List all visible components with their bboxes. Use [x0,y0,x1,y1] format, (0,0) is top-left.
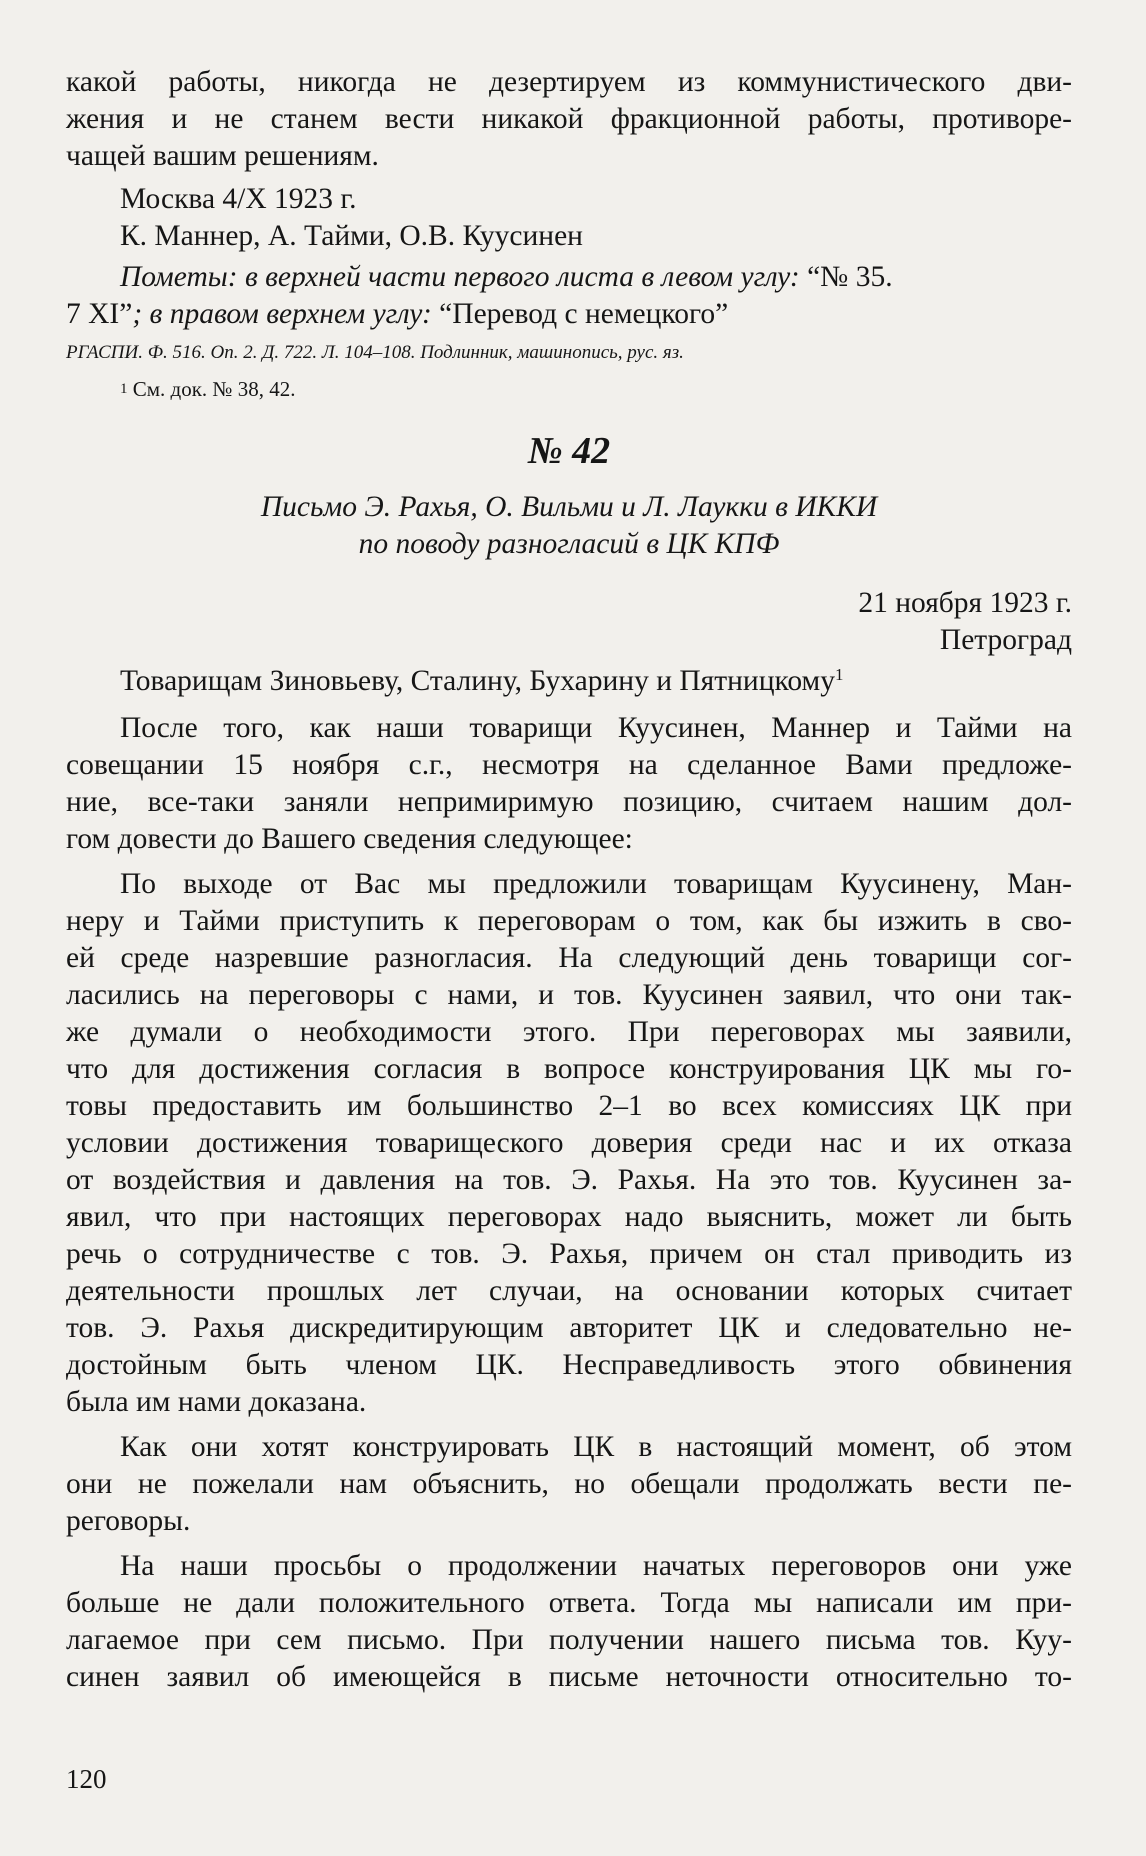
text-line: ние, все-таки заняли непримиримую позицию, считаем нашим дол- [66,786,1072,818]
text-line: деятельности прошлых лет случаи, на основании которых считает [66,1275,1072,1307]
addressee [66,663,1072,700]
document-title: Письмо Э. Рахья, О. Вильми и Л. Лаукки в ИККИ [260,491,878,523]
text-line: товы предоставить им большинство 2–1 во всех комиссиях ЦК при [66,1090,1072,1122]
archival-reference: РГАСПИ. Ф. 516. Оп. 2. Д. 722. Л. 104–108. Подлинник, машинопись, рус. яз. [66,342,684,363]
document-number: № 42 [527,430,611,472]
text-line: На наши просьбы о продолжении начатых переговоров они уже [120,1550,1072,1582]
text-line: неру и Тайми приступить к переговорам о том, как бы изжить в сво- [66,905,1072,937]
text-line: была им нами доказана. [66,1386,367,1418]
marks-label: Пометы: в верхней части первого листа в левом углу: [120,261,800,293]
footnote-marker: 1 [834,665,844,684]
text-line: больше не дали положительного ответа. Тогда мы написали им при- [66,1587,1072,1619]
text-line: синен заявил об имеющейся в письме неточности относительно то- [66,1661,1072,1693]
text-line: же думали о необходимости этого. При переговорах мы заявили, [66,1016,1072,1048]
paragraph [66,1548,1072,1696]
text-line: какой работы, никогда не дезертируем из коммунистического дви- [66,66,1072,98]
text-line: реговоры. [66,1505,191,1537]
prev-document-text [66,64,1072,175]
text-line: что для достижения согласия в вопросе конструирования ЦК мы го- [66,1053,1072,1085]
paragraph [66,1429,1072,1540]
text-line: они не пожелали нам объяснить, но обещали продолжать вести пе- [66,1468,1072,1500]
paragraph [66,866,1072,1421]
marks-quote: “№ 35. [799,261,893,293]
text-line: явил, что при настоящих переговорах надо выяснить, может ли быть [66,1201,1072,1233]
prev-marks-line [66,296,1072,333]
text-line: условии достижения товарищеского доверия среди нас и их отказа [66,1127,1072,1159]
addressee-text: Товарищам Зиновьеву, Сталину, Бухарину и Пятницкому [120,665,835,697]
footnote [66,373,1072,405]
page-number: 120 [66,1764,107,1794]
text-line: жения и не станем вести никакой фракционной работы, противоре- [66,103,1072,135]
prev-signatures: К. Маннер, А. Тайми, О.В. Куусинен [120,220,583,252]
footnote-text: См. док. № 38, 42. [127,377,296,401]
document-title: по поводу разногласий в ЦК КПФ [358,528,780,560]
text-line: гом довести до Вашего сведения следующее: [66,823,633,855]
document-page [66,64,1072,1696]
text-line: совещании 15 ноября с.г., несмотря на сделанное Вами предложе- [66,749,1072,781]
document-place: Петроград [939,624,1072,656]
marks-quote: “Перевод с немецкого” [431,298,729,330]
text-line: Как они хотят конструировать ЦК в настоящий момент, об этом [120,1431,1072,1463]
text-line: По выходе от Вас мы предложили товарищам Куусинену, Ман- [120,868,1072,900]
text-line: тов. Э. Рахья дискредитирующим авторитет ЦК и следовательно не- [66,1312,1072,1344]
text-line: После того, как наши товарищи Куусинен, Маннер и Тайми на [120,712,1072,744]
marks-quote: 7 XI” [66,298,133,330]
prev-marks-line [66,259,1072,296]
text-line: достойным быть членом ЦК. Несправедливость этого обвинения [66,1349,1072,1381]
text-line: чащей вашим решениям. [66,140,379,172]
paragraph [66,710,1072,858]
prev-place-date: Москва 4/X 1923 г. [120,183,357,215]
marks-label: ; в правом верхнем углу: [132,298,432,330]
text-line: лагаемое при сем письмо. При получении нашего письма тов. Куу- [66,1624,1072,1656]
footnote-number: 1 [120,381,128,397]
text-line: ей среде назревшие разногласия. На следующий день товарищи сог- [66,942,1072,974]
text-line: от воздействия и давления на тов. Э. Рахья. На это тов. Куусинен за- [66,1164,1072,1196]
text-line: речь о сотрудничестве с тов. Э. Рахья, причем он стал приводить из [66,1238,1072,1270]
document-date: 21 ноября 1923 г. [858,587,1072,619]
text-line: ласились на переговоры с нами, и тов. Куусинен заявил, что они так- [66,979,1072,1011]
